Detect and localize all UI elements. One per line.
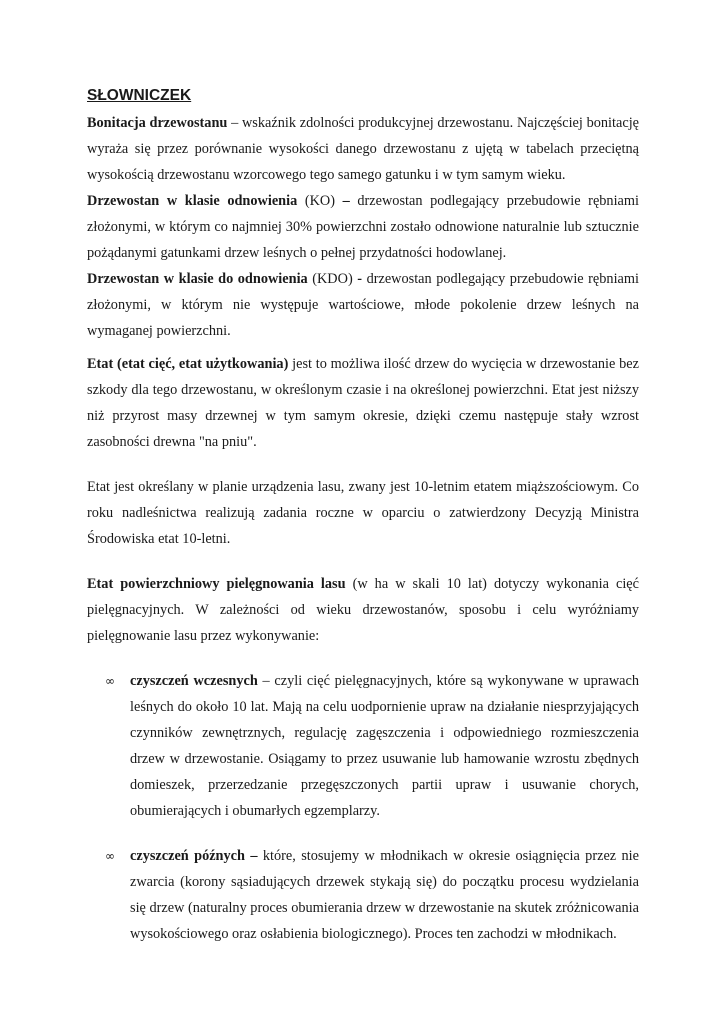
entry-abbrev: (KDO) [307, 271, 358, 287]
pielegnowanie-list [87, 668, 639, 947]
list-item-text [130, 843, 639, 947]
infinity-bullet-icon: ∞ [105, 849, 115, 863]
entry-definition: – wskaźnik zdolności produkcyjnej drzewostanu. Najczęściej bonitację wyraża się przez porównanie wysokości danego drzewostanu z ujętą w tabelach przeciętną wysokością drzewostanu wzorcowego tego samego gatunku i w tym samym wieku. [87, 115, 640, 183]
entry-term: Drzewostan w klasie do odnowienia [87, 271, 308, 287]
entry-dash: - [357, 271, 363, 287]
list-item [87, 668, 639, 824]
infinity-bullet-icon: ∞ [105, 674, 115, 688]
entry-term: Bonitacja drzewostanu [87, 115, 228, 131]
list-item-text [130, 668, 639, 824]
entry-bonitacja [87, 110, 639, 188]
entry-definition: (w ha w skali 10 lat) dotyczy wykonania cięć pielęgnacyjnych. W zależności od wieku drzewostanów, sposobu i celu wyróżniamy pielęgnowanie lasu przez wykonywanie: [87, 576, 639, 644]
entry-term: Etat powierzchniowy pielęgnowania lasu [87, 576, 346, 592]
list-item [87, 843, 639, 947]
list-item-term: czyszczeń wczesnych [130, 673, 258, 689]
list-item-term: czyszczeń późnych – [130, 848, 258, 864]
entry-drzewostan-kdo [87, 266, 639, 344]
entry-definition: drzewostan podlegający przebudowie rębniami złożonymi, w którym co najmniej 30% powierzchni zostało odnowione naturalnie lub sztucznie pożądanymi gatunkami drzew leśnych o pełnej przydatności hodowlanej. [87, 193, 639, 261]
entry-etat-powierzchniowy [87, 571, 639, 649]
entry-definition: drzewostan podlegający przebudowie rębniami złożonymi, w którym nie występuje wartościowe, młode pokolenie drzew leśnych na wymaganej powierzchni. [87, 271, 639, 339]
entry-term: Etat (etat cięć, etat użytkowania) [87, 356, 289, 372]
entry-term: Drzewostan w klasie odnowienia [87, 193, 298, 209]
entry-definition: jest to możliwa ilość drzew do wycięcia w drzewostanie bez szkody dla tego drzewostanu, w określonym czasie i na określonej powierzchni. Etat jest niższy niż przyrost masy drzewnej w tym samym okresie, dzięki czemu następuje stały wzrost zasobności drewna "na pniu". [87, 356, 639, 450]
paragraph-etat-plan: Etat jest określany w planie urządzenia lasu, zwany jest 10-letnim etatem miąższościowym. Co roku nadleśnictwa realizują zadania roczne w oparciu o zatwierdzony Decyzją Ministra Środowiska etat 10-letni. [87, 479, 639, 547]
entry-abbrev: (KO) [297, 193, 343, 209]
page-title: SŁOWNICZEK [87, 87, 192, 104]
entry-drzewostan-ko [87, 188, 639, 266]
list-item-definition: – czyli cięć pielęgnacyjnych, które są wykonywane w uprawach leśnych do około 10 lat. Mają na celu uodpornienie upraw na działanie niesprzyjających czynników zewnętrznych, regulację zagęszczenia i odpowiedniego rozmieszczenia drzew w drzewostanie. Osiągamy to przez usuwanie lub hamowanie wzrostu zbędnych domieszek, przerzedzanie przegęszczonych partii upraw i usuwanie chorych, obumierających i obumarłych egzemplarzy. [130, 673, 639, 819]
entry-etat [87, 351, 639, 455]
document-page [87, 86, 639, 966]
entry-dash: – [342, 193, 350, 209]
list-item-definition: które, stosujemy w młodnikach w okresie osiągnięcia przez nie zwarcia (korony sąsiadujących drzewek stykają się) do początku procesu wydzielania się drzew (naturalny proces obumierania drzew w drzewostanie na skutek zróżnicowania wysokościowego oraz osłabienia biologicznego). Proces ten zachodzi w młodnikach. [130, 848, 639, 942]
